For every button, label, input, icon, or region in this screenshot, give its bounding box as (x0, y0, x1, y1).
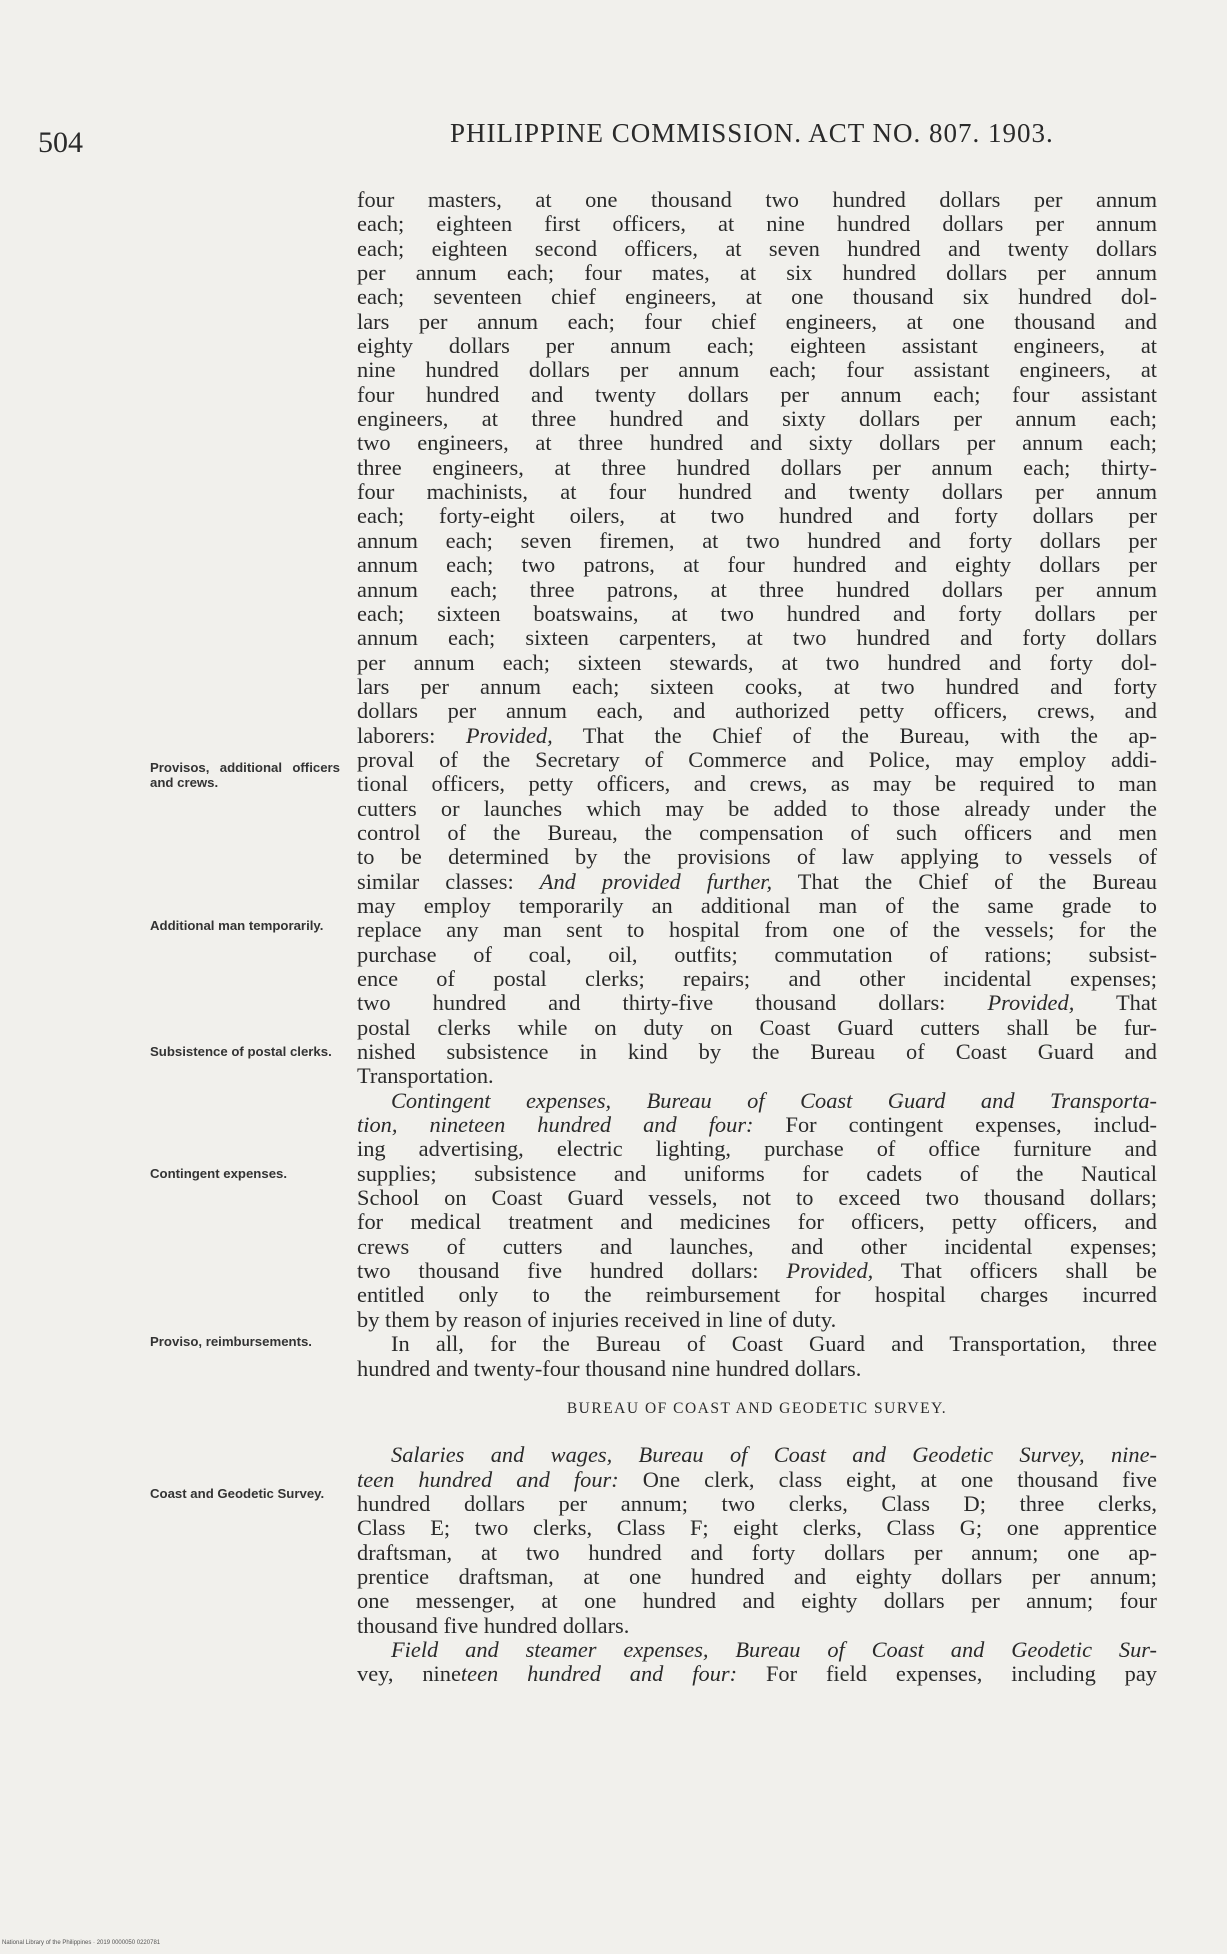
margin-note: Proviso, reimbursements. (150, 1334, 312, 1349)
text-line: each; forty-eight oilers, at two hundred and forty dollars per (357, 503, 1157, 529)
text-line: entitled only to the reimbursement for hospital charges incurred (357, 1282, 1157, 1308)
text-line: four machinists, at four hundred and twenty dollars per annum (357, 479, 1157, 505)
body-text (357, 188, 1157, 1687)
text-line: teen hundred and four: One clerk, class eight, at one thousand five (357, 1466, 1157, 1492)
text-line: may employ temporarily an additional man of the same grade to (357, 892, 1157, 918)
text-line: dollars per annum each, and authorized petty officers, crews, and (357, 698, 1157, 724)
text-line: cutters or launches which may be added to those already under the (357, 795, 1157, 821)
text-line: each; eighteen second officers, at seven hundred and twenty dollars (357, 235, 1157, 261)
text-line: annum each; two patrons, at four hundred and eighty dollars per (357, 552, 1157, 578)
text-line: four masters, at one thousand two hundred dollars per annum (357, 187, 1157, 212)
text-line: eighty dollars per annum each; eighteen assistant engineers, at (357, 333, 1157, 359)
text-line: School on Coast Guard vessels, not to exceed two thousand dollars; (357, 1185, 1157, 1211)
text-line: each; eighteen first officers, at nine hundred dollars per annum (357, 211, 1157, 237)
section-heading: BUREAU OF COAST AND GEODETIC SURVEY. (566, 1399, 948, 1417)
text-line: thousand five hundred dollars. (357, 1612, 630, 1638)
text-line: lars per annum each; sixteen cooks, at two hundred and forty (357, 673, 1157, 699)
text-line: annum each; three patrons, at three hundred dollars per annum (357, 576, 1157, 602)
text-line: purchase of coal, oil, outfits; commutation of rations; subsist- (357, 941, 1157, 967)
text-line: vey, nineteen hundred and four: For field expenses, including pay (357, 1661, 1157, 1687)
text-line: nished subsistence in kind by the Bureau of Coast Guard and (357, 1039, 1157, 1065)
text-line: for medical treatment and medicines for officers, petty officers, and (357, 1209, 1157, 1235)
margin-note: Provisos, additional officers and crews. (150, 760, 340, 790)
text-line: to be determined by the provisions of law applying to vessels of (357, 844, 1157, 870)
text-line: control of the Bureau, the compensation of such officers and men (357, 819, 1157, 845)
page-number: 504 (38, 126, 83, 159)
text-line: In all, for the Bureau of Coast Guard and Transportation, three (391, 1331, 1157, 1357)
text-line: Field and steamer expenses, Bureau of Coast and Geodetic Sur- (391, 1636, 1157, 1662)
text-line: Class E; two clerks, Class F; eight clerks, Class G; one apprentice (357, 1515, 1157, 1541)
text-line: each; seventeen chief engineers, at one thousand six hundred dol- (357, 284, 1157, 310)
text-line: proval of the Secretary of Commerce and Police, may employ addi- (357, 746, 1157, 772)
text-line: draftsman, at two hundred and forty dollars per annum; one ap- (357, 1539, 1157, 1565)
text-line: tion, nineteen hundred and four: For contingent expenses, includ- (357, 1112, 1158, 1138)
margin-note: Subsistence of postal clerks. (150, 1044, 332, 1059)
text-line: two thousand five hundred dollars: Provided, That officers shall be (357, 1258, 1157, 1284)
margin-note: Coast and Geodetic Survey. (150, 1486, 325, 1501)
text-line: supplies; subsistence and uniforms for cadets of the Nautical (357, 1160, 1157, 1186)
text-line: ing advertising, electric lighting, purchase of office furniture and (357, 1136, 1157, 1162)
text-line: nine hundred dollars per annum each; four assistant engineers, at (357, 357, 1157, 383)
text-line: Salaries and wages, Bureau of Coast and Geodetic Survey, nine- (391, 1442, 1157, 1468)
text-line: by them by reason of injuries received in line of duty. (357, 1306, 837, 1332)
text-line: engineers, at three hundred and sixty dollars per annum each; (357, 406, 1157, 432)
text-line: annum each; sixteen carpenters, at two hundred and forty dollars (357, 625, 1157, 651)
text-line: Transportation. (357, 1063, 494, 1089)
text-line: one messenger, at one hundred and eighty dollars per annum; four (357, 1588, 1157, 1614)
text-line: replace any man sent to hospital from one of the vessels; for the (357, 917, 1157, 943)
text-line: hundred and twenty-four thousand nine hundred dollars. (357, 1355, 862, 1381)
running-head: PHILIPPINE COMMISSION. ACT NO. 807. 1903. (450, 118, 1054, 148)
text-line: tional officers, petty officers, and crews, as may be required to man (357, 771, 1157, 797)
text-line: lars per annum each; four chief engineers, at one thousand and (357, 308, 1157, 334)
text-line: per annum each; sixteen stewards, at two hundred and forty dol- (357, 649, 1157, 675)
text-line: annum each; seven firemen, at two hundred and forty dollars per (357, 527, 1157, 553)
text-line: postal clerks while on duty on Coast Guard cutters shall be fur- (357, 1014, 1157, 1040)
margin-note: Additional man temporarily. (150, 918, 324, 933)
text-line: similar classes: And provided further, That the Chief of the Bureau (357, 868, 1158, 894)
text-line: laborers: Provided, That the Chief of the Bureau, with the ap- (357, 722, 1157, 748)
text-line: three engineers, at three hundred dollars per annum each; thirty- (357, 454, 1157, 480)
text-line: ence of postal clerks; repairs; and other incidental expenses; (357, 966, 1157, 991)
margin-note: Contingent expenses. (150, 1166, 288, 1181)
text-line: four hundred and twenty dollars per annum each; four assistant (357, 381, 1157, 407)
text-line: each; sixteen boatswains, at two hundred and forty dollars per (357, 600, 1157, 626)
scan-footer: National Library of the Philippines · 2019 0000050 0220781 (2, 1940, 161, 1946)
text-line: per annum each; four mates, at six hundred dollars per annum (357, 260, 1157, 286)
text-line: hundred dollars per annum; two clerks, Class D; three clerks, (357, 1490, 1157, 1516)
text-line: crews of cutters and launches, and other incidental expenses; (357, 1233, 1157, 1259)
text-line: prentice draftsman, at one hundred and eighty dollars per annum; (357, 1563, 1157, 1589)
text-line: two hundred and thirty-five thousand dollars: Provided, That (357, 990, 1157, 1016)
text-line: Contingent expenses, Bureau of Coast Guard and Transporta- (391, 1087, 1157, 1113)
text-line: two engineers, at three hundred and sixty dollars per annum each; (357, 430, 1157, 456)
